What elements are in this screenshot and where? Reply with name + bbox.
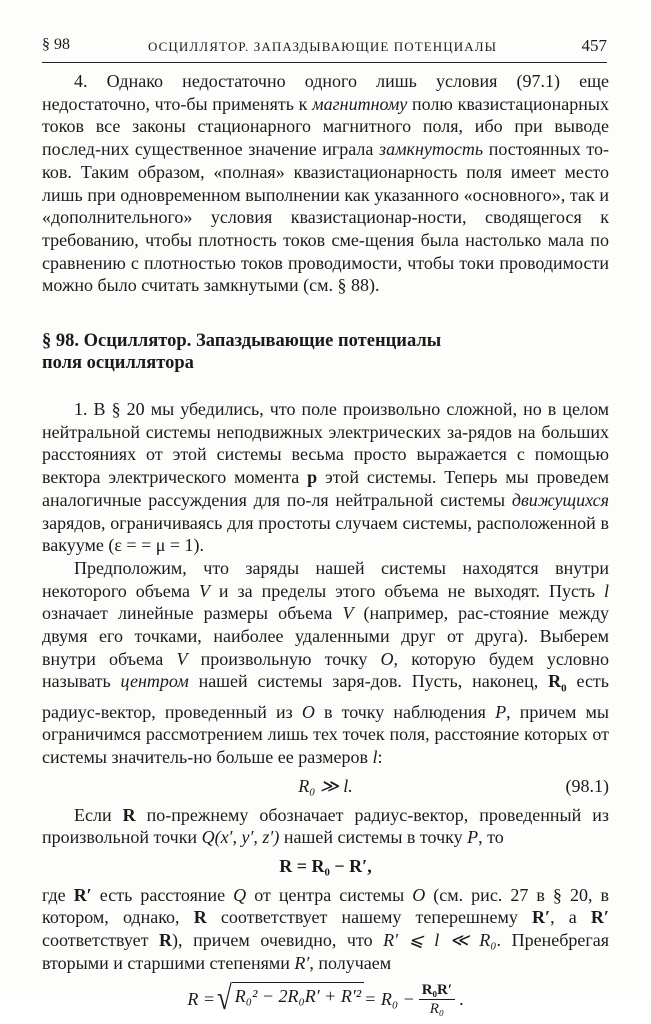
paragraph-volume-definition: Предположим, что заряды нашей системы находятся внутри некоторого объема V и за пределы этого объема не выходят. Пусть l означает линейные размеры объема V (например, рас-стояние между двумя его точками, наиболее удаленными друг от друга). Выберем внутри объема V произвольную точку O, которую будем условно называть центром нашей системы заря-дов. Пусть, наконец, $R_0$ есть радиус-вектор, проведенный из O в точку наблюдения P, причем мы ограничимся рассмотрением лишь тех точек поля, расстояние которых от системы значитель-но больше ее размеров l: — [42, 557, 610, 768]
fraction-numerator: R₀R′ — [419, 981, 455, 1000]
paragraph-radius-vector: Если R по-прежнему обозначает радиус-вектор, проведенный из произвольной точки Q(x′, y′, z′) нашей системы в точку P, то — [42, 804, 609, 848]
running-header — [42, 36, 607, 60]
equation-end: . — [459, 988, 464, 1009]
radical-sign-icon: √ — [216, 980, 232, 1017]
fraction — [419, 981, 455, 1018]
fraction-denominator: R₀ — [429, 1000, 445, 1017]
paragraph-approximation: где R′ есть расстояние Q от центра системы O (см. рис. 27 в § 20, в котором, однако, R соответствует нашему теперешнему R′, а R′ соответствует R), причем очевидно, что R′ ⩽ l ≪ R₀. Пренебрегая вторыми и старшими степенями R′, получаем — [42, 884, 609, 973]
equation-98-1 — [42, 775, 609, 798]
section-heading-line-2: поля осциллятора — [42, 353, 194, 374]
equation-lhs: R = — [187, 988, 216, 1009]
equation-vector-difference-body: R = R₀ − R′, — [279, 855, 372, 876]
equation-vector-difference — [42, 855, 609, 878]
equation-distance-expansion — [42, 981, 609, 1018]
page-number: 457 — [581, 36, 607, 55]
header-title: ОСЦИЛЛЯТОР. ЗАПАЗДЫВАЮЩИЕ ПОТЕНЦИАЛЫ — [148, 39, 498, 54]
header-rule — [42, 62, 607, 63]
section-heading — [42, 330, 609, 374]
paragraph-quasistationarity: 4. Однако недостаточно одного лишь условия (97.1) еще недостаточно, что-бы применять к магнитному полю квазистационарных токов все законы стационарного магнитного поля, ибо при выводе послед-них существенное значение играла замкнутость постоянных то-ков. Таким образом, «полная» квазистационарность поля имеет место лишь при одновременном выполнении как указанного «основного», так и «дополнительного» условия квазистационар-ности, сводящегося к требованию, чтобы плотность токов сме-щения была настолько мала по сравнению с плотностью токов проводимости, чтобы токи проводимости можно было считать замкнутыми (см. § 88). — [42, 71, 609, 296]
section-heading-line-1: § 98. Осциллятор. Запаздывающие потенциалы — [42, 331, 442, 352]
equation-middle: = R₀ − — [364, 988, 415, 1009]
square-root — [215, 982, 364, 1016]
paragraph-neutral-system: 1. В § 20 мы убедились, что поле произвольно сложной, но в целом нейтральной системы неподвижных электрических за-рядов на больших расстояниях от этой системы весьма просто выражается с помощью вектора электрического момента p этой системы. Теперь мы проведем аналогичные рассуждения для по-ля нейтральной системы движущихся зарядов, ограничиваясь для простоты случаем системы, расположенной в вакууме (ε = = μ = 1). — [42, 399, 609, 556]
page-body — [42, 70, 609, 1024]
equation-number: (98.1) — [565, 775, 609, 796]
radicand: R₀² − 2R₀R′ + R′² — [232, 982, 364, 1016]
equation-98-1-body: R₀ ≫ l. — [298, 775, 353, 796]
header-section-number: § 98 — [42, 36, 70, 53]
